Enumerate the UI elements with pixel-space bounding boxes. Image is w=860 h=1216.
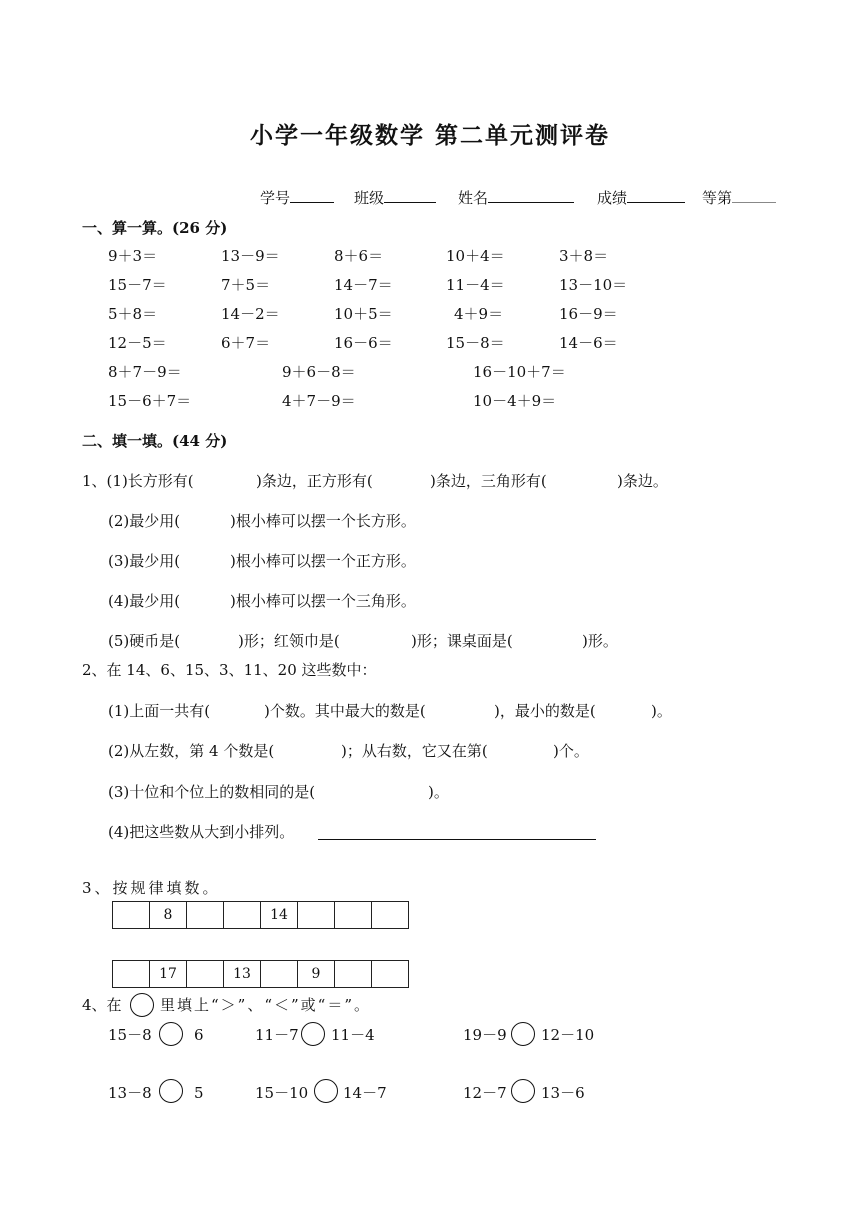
- compare-right: 6: [194, 1026, 204, 1044]
- compare-right: 5: [194, 1084, 204, 1102]
- student-id-field[interactable]: [260, 188, 334, 206]
- q4-intro-text: 里填上“＞”、“＜”或“＝”。: [160, 996, 372, 1014]
- name-blank[interactable]: [488, 188, 574, 203]
- equation: 10－4＋9＝: [473, 392, 557, 410]
- sequence-cell[interactable]: [187, 961, 224, 988]
- q2-2-text: )个。: [553, 742, 589, 760]
- q2-2-lead: (2)从左数，第 4 个数是(: [108, 742, 275, 760]
- sequence-cell[interactable]: [372, 902, 409, 929]
- q1-3-lead: (3)最少用(: [108, 552, 181, 570]
- compare-left: 15－10: [255, 1084, 309, 1102]
- sequence-cell[interactable]: [113, 961, 150, 988]
- class-blank[interactable]: [384, 188, 436, 203]
- equation: 4＋7－9＝: [282, 392, 356, 410]
- q1-1-text: )条边。: [617, 472, 668, 490]
- q1-5-lead: (5)硬币是(: [108, 632, 181, 650]
- sequence-cell: 8: [150, 902, 187, 929]
- q2-4-lead: (4)把这些数从大到小排列。: [108, 823, 295, 841]
- q1-1-text: )条边，正方形有(: [256, 472, 373, 490]
- compare-circle[interactable]: [301, 1022, 325, 1046]
- section1-heading: 一、算一算。(26 分): [82, 219, 228, 237]
- equation: 13－10＝: [559, 276, 628, 294]
- equation: 5＋8＝: [108, 305, 158, 323]
- student-id-blank[interactable]: [290, 188, 334, 203]
- sequence-cell: 14: [261, 902, 298, 929]
- equation: 14－7＝: [334, 276, 393, 294]
- sequence-cell[interactable]: [335, 961, 372, 988]
- q4-intro-lead: 4、在: [82, 996, 122, 1014]
- sequence-cell[interactable]: [224, 902, 261, 929]
- equation: 11－4＝: [446, 276, 505, 294]
- sequence-cell[interactable]: [335, 902, 372, 929]
- q2-2-text: )；从右数，它又在第(: [341, 742, 488, 760]
- equation: 7＋5＝: [221, 276, 271, 294]
- q2-intro: 2、在 14、6、15、3、11、20 这些数中：: [82, 661, 377, 679]
- sequence-cell[interactable]: [372, 961, 409, 988]
- equation: 16－9＝: [559, 305, 618, 323]
- compare-left: 12－7: [463, 1084, 507, 1102]
- q1-1-text: )条边，三角形有(: [430, 472, 547, 490]
- compare-circle[interactable]: [159, 1079, 183, 1103]
- q2-1-text: )个数。其中最大的数是(: [264, 702, 426, 720]
- q1-3-text: )根小棒可以摆一个正方形。: [230, 552, 416, 570]
- sequence-cell[interactable]: [187, 902, 224, 929]
- equation: 8＋7－9＝: [108, 363, 182, 381]
- equation: 16－10＋7＝: [473, 363, 566, 381]
- q2-3-text: )。: [428, 783, 449, 801]
- sequence-cell[interactable]: [261, 961, 298, 988]
- equation: 8＋6＝: [334, 247, 384, 265]
- equation: 12－5＝: [108, 334, 167, 352]
- compare-left: 15－8: [108, 1026, 152, 1044]
- q2-1-text: )，最小的数是(: [494, 702, 596, 720]
- q1-1-lead: 1、(1)长方形有(: [82, 472, 194, 490]
- compare-left: 19－9: [463, 1026, 507, 1044]
- compare-circle[interactable]: [511, 1079, 535, 1103]
- grade-label: 等第: [702, 189, 733, 207]
- section2-heading: 二、填一填。(44 分): [82, 432, 228, 450]
- q1-5-text: )形。: [582, 632, 618, 650]
- compare-circle[interactable]: [159, 1022, 183, 1046]
- circle-icon: [130, 993, 154, 1017]
- compare-left: 13－8: [108, 1084, 152, 1102]
- compare-right: 11－4: [331, 1026, 375, 1044]
- equation: 4＋9＝: [454, 305, 504, 323]
- grade-field[interactable]: [702, 188, 776, 206]
- sequence-cell: 13: [224, 961, 261, 988]
- equation: 14－6＝: [559, 334, 618, 352]
- compare-right: 14－7: [343, 1084, 387, 1102]
- q1-5-text: )形；课桌面是(: [411, 632, 513, 650]
- score-field[interactable]: [597, 188, 685, 206]
- name-field[interactable]: [458, 188, 574, 206]
- equation: 10＋4＝: [446, 247, 505, 265]
- equation: 9＋3＝: [108, 247, 158, 265]
- equation: 10＋5＝: [334, 305, 393, 323]
- score-blank[interactable]: [627, 188, 685, 203]
- compare-right: 13－6: [541, 1084, 585, 1102]
- q2-3-lead: (3)十位和个位上的数相同的是(: [108, 783, 316, 801]
- equation: 6＋7＝: [221, 334, 271, 352]
- score-label: 成绩: [597, 189, 628, 207]
- equation: 15－7＝: [108, 276, 167, 294]
- q3-intro: 3、按规律填数。: [82, 879, 221, 897]
- name-label: 姓名: [458, 189, 489, 207]
- equation: 9＋6－8＝: [282, 363, 356, 381]
- sequence-cell[interactable]: [113, 902, 150, 929]
- compare-circle[interactable]: [511, 1022, 535, 1046]
- class-field[interactable]: [354, 188, 436, 206]
- student-id-label: 学号: [260, 189, 291, 207]
- class-label: 班级: [354, 189, 385, 207]
- equation: 14－2＝: [221, 305, 280, 323]
- equation: 15－8＝: [446, 334, 505, 352]
- compare-left: 11－7: [255, 1026, 299, 1044]
- q1-2-text: )根小棒可以摆一个长方形。: [230, 512, 416, 530]
- q2-1-lead: (1)上面一共有(: [108, 702, 211, 720]
- sequence-cell[interactable]: [298, 902, 335, 929]
- q2-1-text: )。: [651, 702, 672, 720]
- page-title: 小学一年级数学 第二单元测评卷: [249, 122, 610, 149]
- grade-blank[interactable]: [732, 188, 776, 203]
- compare-right: 12－10: [541, 1026, 595, 1044]
- sequence-cell: 17: [150, 961, 187, 988]
- q1-4-text: )根小棒可以摆一个三角形。: [230, 592, 416, 610]
- q1-2-lead: (2)最少用(: [108, 512, 181, 530]
- sequence-table-1: [112, 901, 409, 929]
- equation: 3＋8＝: [559, 247, 609, 265]
- q1-4-lead: (4)最少用(: [108, 592, 181, 610]
- q2-4-answer-line[interactable]: [318, 824, 596, 840]
- sequence-table-2: [112, 960, 409, 988]
- equation: 16－6＝: [334, 334, 393, 352]
- q1-5-text: )形；红领巾是(: [238, 632, 340, 650]
- equation: 13－9＝: [221, 247, 280, 265]
- equation: 15－6＋7＝: [108, 392, 192, 410]
- sequence-cell: 9: [298, 961, 335, 988]
- compare-circle[interactable]: [314, 1079, 338, 1103]
